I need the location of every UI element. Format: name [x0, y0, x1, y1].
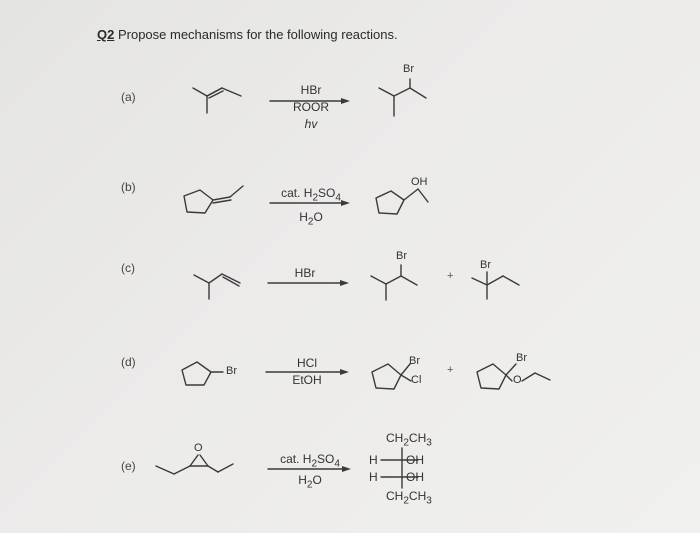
- fischer-right2: OH: [406, 470, 424, 484]
- reactant-c: [194, 274, 240, 299]
- reactant-b: [184, 186, 243, 213]
- conditions-d-etoh: EtOH: [292, 373, 322, 387]
- conditions-e: [266, 451, 354, 494]
- fischer-bottom-ch: CH: [386, 489, 404, 503]
- conditions-b: [268, 185, 354, 231]
- conditions-b-o: O: [313, 210, 323, 225]
- conditions-e-acid: cat. H: [280, 452, 312, 466]
- fischer-left1: H: [369, 453, 378, 467]
- fischer-bottom: [386, 489, 432, 506]
- reactant-a: [193, 88, 241, 113]
- conditions-e-sub1: 2: [311, 458, 317, 470]
- reactant-e-o: O: [194, 442, 203, 454]
- reactant-d-br: Br: [226, 365, 237, 377]
- conditions-a: [276, 82, 346, 133]
- conditions-b-so: SO: [318, 186, 336, 200]
- conditions-d-hcl: HCl: [297, 356, 317, 370]
- fischer-top-sub2: 3: [426, 437, 432, 449]
- conditions-b-sub1: 2: [312, 192, 318, 204]
- conditions-e-sub2: 4: [334, 458, 340, 470]
- label-e: (e): [121, 459, 136, 473]
- conditions-b-sub2: 4: [335, 192, 341, 204]
- reactant-e: [156, 455, 233, 474]
- plus-c: +: [447, 270, 454, 282]
- label-d: (d): [121, 355, 136, 369]
- fischer-top: [386, 431, 432, 448]
- fischer-top-ch: CH: [386, 431, 404, 445]
- product-c2-br: Br: [480, 259, 491, 271]
- plus-d: +: [447, 364, 454, 376]
- label-b: (b): [121, 180, 136, 194]
- conditions-b-sub3: 2: [307, 216, 314, 228]
- label-a: (a): [121, 90, 136, 104]
- conditions-e-so: SO: [317, 452, 335, 466]
- product-d1-cl: Cl: [411, 374, 422, 386]
- product-b-oh: OH: [411, 176, 428, 188]
- question-number: Q2: [97, 27, 115, 42]
- product-d1: [372, 364, 411, 389]
- product-d2-br: Br: [516, 352, 527, 364]
- fischer-bottom-sub: 2: [403, 495, 409, 507]
- product-b: [376, 189, 428, 214]
- fischer-bottom-ch2: CH: [408, 489, 427, 503]
- conditions-c: HBr: [294, 266, 316, 280]
- conditions-e-h: H: [298, 473, 307, 488]
- conditions-d: [283, 355, 331, 389]
- fischer-bottom-sub2: 3: [426, 495, 432, 507]
- product-a: [379, 79, 426, 116]
- conditions-a-peroxide: ROOR: [293, 100, 329, 114]
- fischer-top-ch2: CH: [408, 431, 427, 445]
- reactant-d: [182, 362, 223, 385]
- product-a-br: Br: [403, 63, 414, 75]
- fischer-top-sub: 2: [403, 437, 409, 449]
- conditions-b-acid: cat. H: [281, 186, 313, 200]
- conditions-e-o: O: [312, 473, 322, 488]
- label-c: (c): [121, 261, 135, 275]
- fischer-right1: OH: [406, 453, 424, 467]
- product-c2: [472, 272, 519, 299]
- conditions-e-sub3: 2: [306, 479, 313, 491]
- question-text: Propose mechanisms for the following reactions.: [117, 27, 398, 42]
- product-d2-o: O: [513, 374, 522, 386]
- product-d1-br: Br: [409, 355, 420, 367]
- conditions-b-h: H: [299, 210, 308, 225]
- conditions-a-reagent: HBr: [300, 83, 322, 97]
- product-c1-br: Br: [396, 250, 407, 262]
- fischer-left2: H: [369, 470, 378, 484]
- product-c1: [371, 265, 417, 300]
- conditions-a-light: hv: [304, 117, 318, 131]
